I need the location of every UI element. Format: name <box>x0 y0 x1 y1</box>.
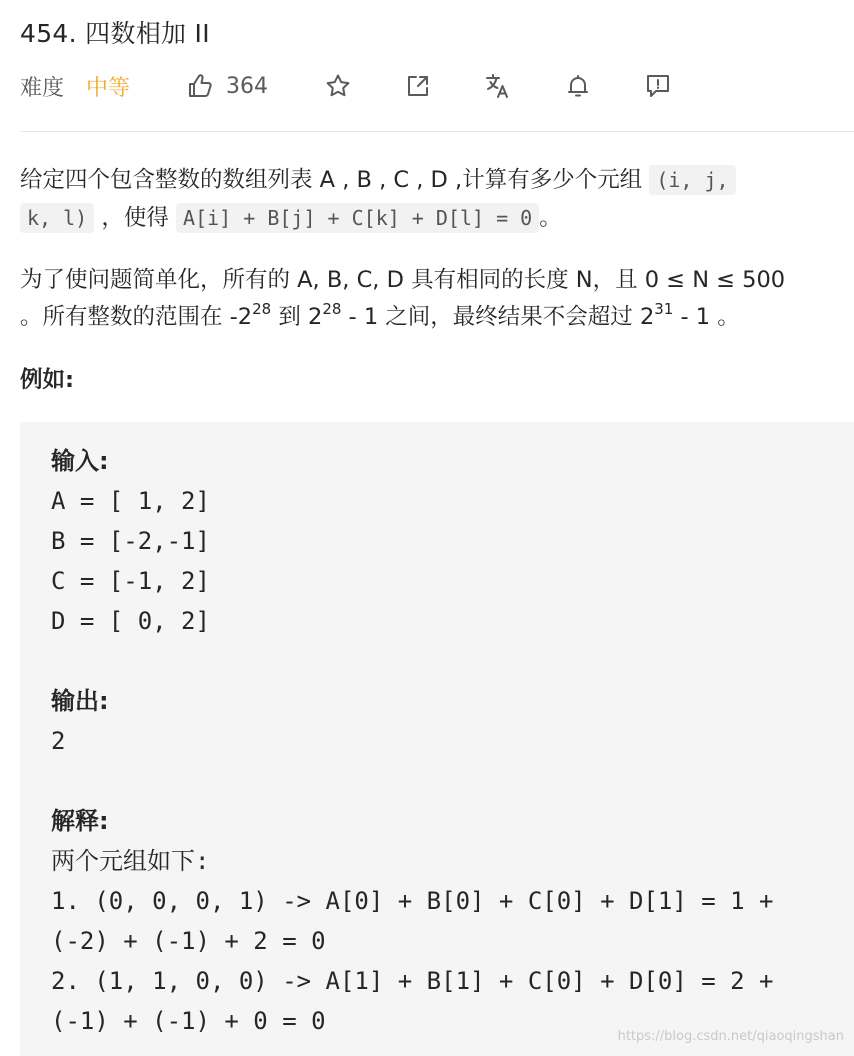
output-value: 2 <box>51 727 66 755</box>
code-line: A = [ 1, 2] <box>51 487 210 515</box>
inline-code: k, l) <box>20 203 94 233</box>
difficulty-label: 难度 <box>20 75 65 101</box>
inline-code: (i, j, <box>649 165 735 195</box>
thumbs-up-icon <box>186 72 214 100</box>
desc-text: 。 <box>539 205 562 231</box>
explain-line: (-2) + (-1) + 2 = 0 <box>51 927 326 955</box>
exponent: 31 <box>654 300 674 318</box>
example-code-block <box>20 422 854 1056</box>
difficulty-value: 中等 <box>86 75 131 101</box>
code-line: D = [ 0, 2] <box>51 607 210 635</box>
bell-icon <box>564 72 592 100</box>
explain-line: 两个元组如下: <box>51 847 210 875</box>
problem-toolbar <box>20 66 840 106</box>
explain-line: 1. (0, 0, 0, 1) -> A[0] + B[0] + C[0] + D[1] = 1 + <box>51 887 774 915</box>
desc-text: ，使得 <box>94 205 177 231</box>
exponent: 28 <box>252 300 272 318</box>
translate-button[interactable] <box>484 66 512 106</box>
share-icon <box>404 72 432 100</box>
like-count: 364 <box>226 73 268 99</box>
explain-label: 解释: <box>51 807 109 835</box>
difficulty <box>20 66 130 106</box>
feedback-button[interactable] <box>644 66 672 106</box>
desc-text: 为了使问题简单化，所有的 A, B, C, D 具有相同的长度 N，且 0 ≤ N ≤ 500 <box>20 267 786 293</box>
like-button[interactable] <box>186 66 268 106</box>
problem-title: 454. 四数相加 II <box>20 19 210 48</box>
explain-line: (-1) + (-1) + 0 = 0 <box>51 1007 326 1035</box>
exponent: 28 <box>322 300 342 318</box>
favorite-button[interactable] <box>324 66 352 106</box>
inline-code: A[i] + B[j] + C[k] + D[l] = 0 <box>176 203 539 233</box>
description-paragraph-1-cont <box>20 200 854 236</box>
desc-text: - 1 。 <box>673 304 740 330</box>
desc-text: - 1 之间，最终结果不会超过 2 <box>341 304 655 330</box>
code-line: C = [-1, 2] <box>51 567 210 595</box>
share-button[interactable] <box>404 66 432 106</box>
description-paragraph-1 <box>20 162 854 198</box>
translate-icon <box>484 72 512 100</box>
explain-line: 2. (1, 1, 0, 0) -> A[1] + B[1] + C[0] + D[0] = 2 + <box>51 967 774 995</box>
input-label: 输入: <box>51 447 109 475</box>
divider <box>20 131 854 132</box>
desc-text: 到 2 <box>271 304 323 330</box>
example-label: 例如: <box>20 367 74 393</box>
notification-button[interactable] <box>564 66 592 106</box>
description-paragraph-2 <box>20 262 854 298</box>
watermark: https://blog.csdn.net/qiaoqingshan <box>617 1029 844 1044</box>
desc-text: 给定四个包含整数的数组列表 A , B , C , D ,计算有多少个元组 <box>20 167 650 193</box>
star-icon <box>324 72 352 100</box>
description-paragraph-2-cont <box>20 298 854 336</box>
output-label: 输出: <box>51 687 109 715</box>
feedback-icon <box>644 72 672 100</box>
desc-text: 。所有整数的范围在 -2 <box>20 304 253 330</box>
code-line: B = [-2,-1] <box>51 527 210 555</box>
